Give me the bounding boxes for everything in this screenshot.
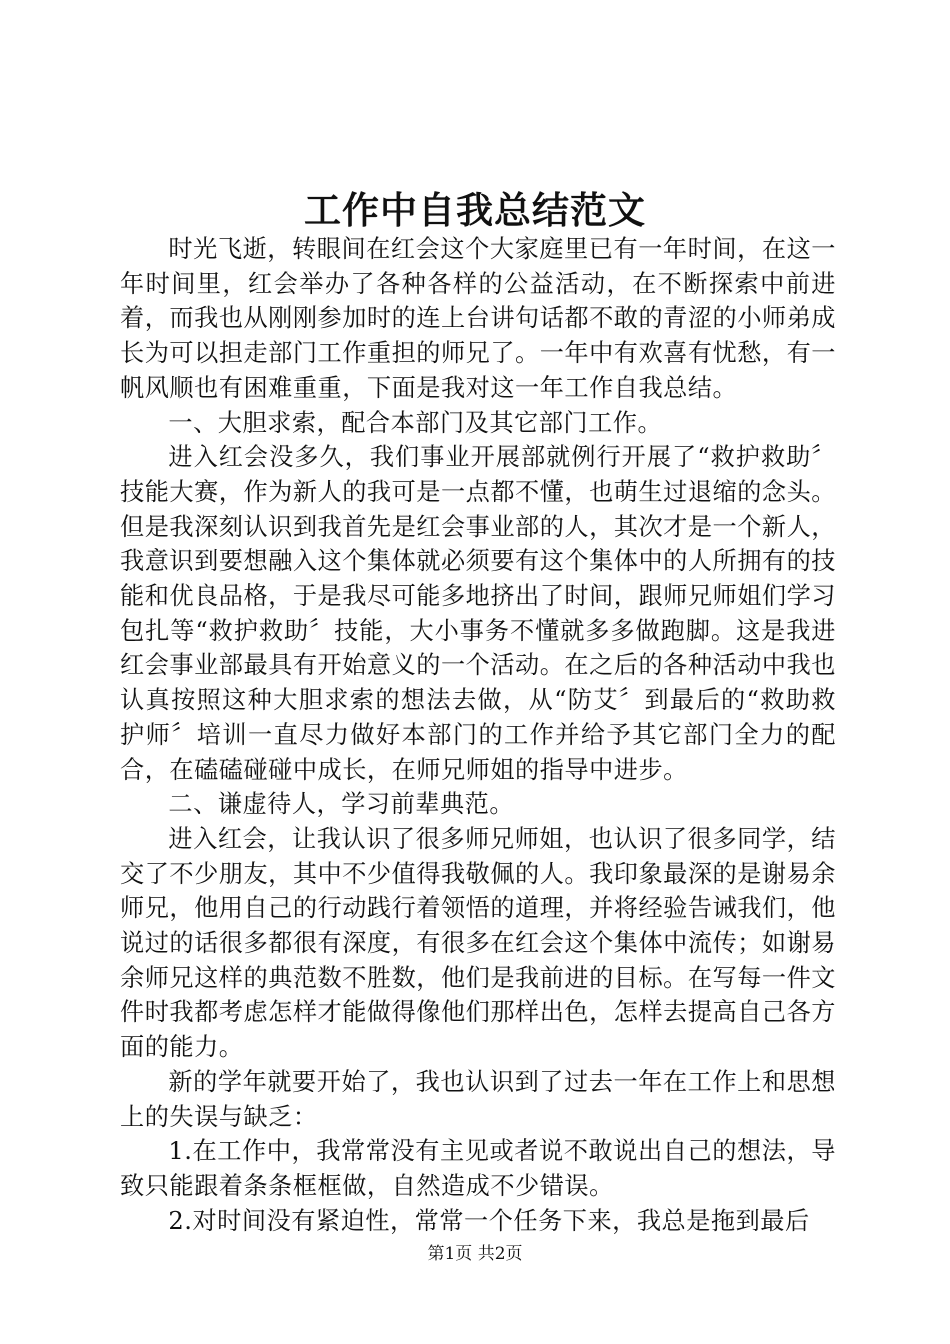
section-heading-1: 一、大胆求索，配合本部门及其它部门工作。 [168,408,663,437]
paragraph-intro: 时光飞逝，转眼间在红会这个大家庭里已有一年时间，在这一年时间里，红会举办了各种各样的公益活动，在不断探索中前进着，而我也从刚刚参加时的连上台讲句话都不敢的青涩的小师弟成长为可以担走部门工作重担的师兄了。一年中有欢喜有忧愁，有一帆风顺也有困难重重，下面是我对这一年工作自我总结。 [120,235,836,402]
paragraph-section-1: 进入红会没多久，我们事业开展部就例行开展了“救护救助〞技能大赛，作为新人的我可是一点都不懂，也萌生过退缩的念头。但是我深刻认识到我首先是红会事业部的人，其次才是一个新人，我意识到要想融入这个集体就必须要有这个集体中的人所拥有的技能和优良品格，于是我尽可能多地挤出了时间，跟师兄师姐们学习包扎等“救护救助〞技能，大小事务不懂就多多做跑脚。这是我进红会事业部最具有开始意义的一个活动。在之后的各种活动中我也认真按照这种大胆求索的想法去做，从“防艾〞到最后的“救助救护师〞培训一直尽力做好本部门的工作并给予其它部门全力的配合，在磕磕碰碰中成长，在师兄师姐的指导中进步。 [120,443,836,784]
list-item-2: 2.对时间没有紧迫性，常常一个任务下来，我总是拖到最后 [168,1206,810,1235]
section-heading-2: 二、谦虚待人，学习前辈典范。 [168,790,515,819]
list-item-1: 1.在工作中，我常常没有主见或者说不敢说出自己的想法，导致只能跟着条条框框做，自然造成不少错误。 [120,1137,836,1200]
page-footer: 第1页 共2页 [427,1244,523,1264]
document-body [120,232,836,1238]
document-title: 工作中自我总结范文 [304,188,646,232]
paragraph-section-2: 进入红会，让我认识了很多师兄师姐，也认识了很多同学，结交了不少朋友，其中不少值得我敬佩的人。我印象最深的是谢易余师兄，他用自己的行动践行着领悟的道理，并将经验告诫我们，他说过的话很多都很有深度，有很多在红会这个集体中流传；如谢易余师兄这样的典范数不胜数，他们是我前进的目标。在写每一件文件时我都考虑怎样才能做得像他们那样出色，怎样去提高自己各方面的能力。 [120,824,836,1062]
paragraph-new-year: 新的学年就要开始了，我也认识到了过去一年在工作上和思想上的失误与缺乏： [120,1067,836,1131]
